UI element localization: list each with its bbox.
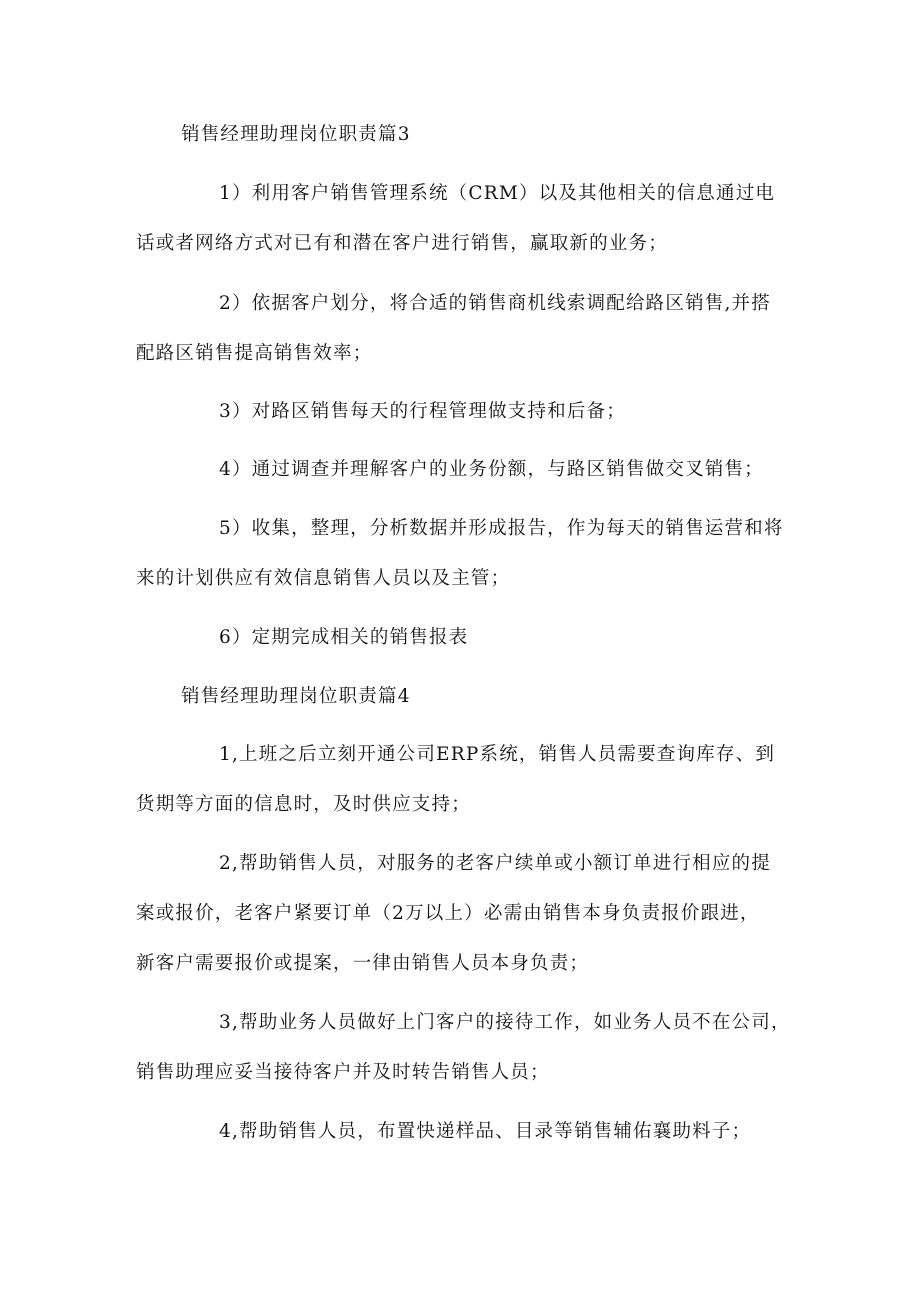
- paragraph-line: 2）依据客户划分，将合适的销售商机线索调配给路区销售,并搭: [219, 293, 771, 314]
- paragraph-line: 话或者网络方式对已有和潜在客户进行销售，赢取新的业务；: [136, 233, 668, 254]
- paragraph-line: 3,帮助业务人员做好上门客户的接待工作，如业务人员不在公司，: [219, 1012, 791, 1033]
- paragraph-line: 销售助理应妥当接待客户并及时转告销售人员；: [136, 1062, 550, 1083]
- paragraph-line: 6）定期完成相关的销售报表: [219, 627, 469, 648]
- paragraph-line: 货期等方面的信息时，及时供应支持；: [136, 794, 471, 815]
- paragraph-line: 1）利用客户销售管理系统（CRM）以及其他相关的信息通过电: [219, 183, 776, 204]
- paragraph-line: 3）对路区销售每天的行程管理做支持和后备；: [219, 401, 626, 422]
- paragraph-line: 来的计划供应有效信息销售人员以及主管；: [136, 568, 511, 589]
- paragraph-line: 配路区销售提高销售效率；: [136, 343, 373, 364]
- paragraph-line: 1,上班之后立刻开通公司ERP系统，销售人员需要查询库存、到: [219, 744, 776, 765]
- paragraph-line: 4）通过调查并理解客户的业务份额，与路区销售做交叉销售；: [219, 459, 764, 480]
- paragraph-line: 4,帮助销售人员，布置快递样品、目录等销售辅佑襄助料子；: [219, 1121, 752, 1142]
- paragraph-line: 2,帮助销售人员，对服务的老客户续单或小额订单进行相应的提: [219, 853, 771, 874]
- paragraph-line: 案或报价，老客户紧要订单（2万以上）必需由销售本身负责报价跟进，: [136, 903, 760, 924]
- section-heading: 销售经理助理岗位职责篇3: [181, 124, 411, 145]
- paragraph-line: 新客户需要报价或提案，一律由销售人员本身负责；: [136, 953, 590, 974]
- paragraph-line: 5）收集，整理，分析数据并形成报告，作为每天的销售运营和将: [219, 518, 784, 539]
- section-heading: 销售经理助理岗位职责篇4: [181, 686, 411, 707]
